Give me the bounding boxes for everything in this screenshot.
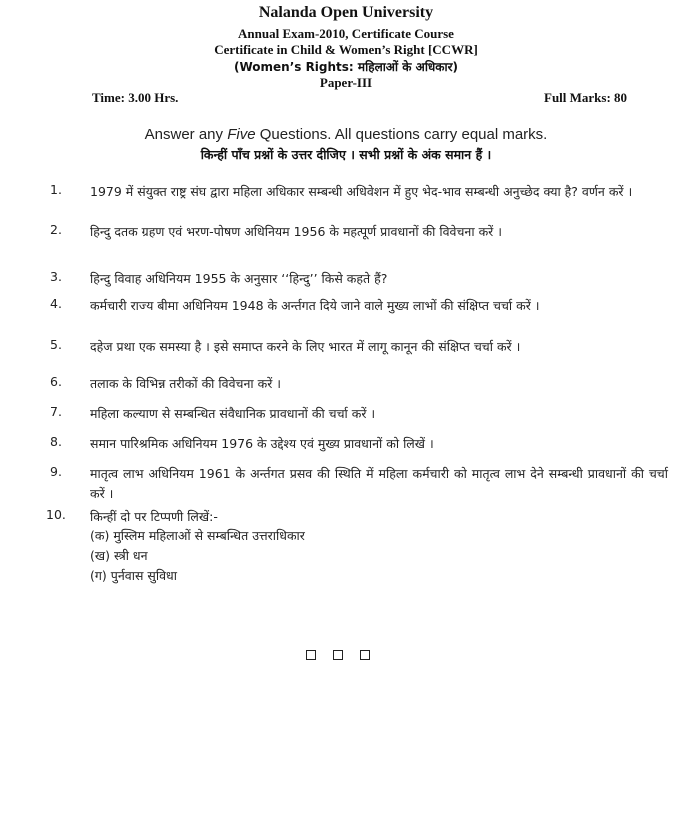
question-text: मातृत्व लाभ अधिनियम 1961 के अर्न्तगत प्रसव की स्थिति में महिला कर्मचारी को मातृत्व लाभ देने सम्बन्धी प्रावधानों की चर्चा करें । xyxy=(90,466,668,501)
question-text: किन्हीं दो पर टिप्पणी लिखें:- xyxy=(90,509,218,524)
question-text: समान पारिश्रमिक अधिनियम 1976 के उद्देश्य एवं मुख्य प्रावधानों को लिखें । xyxy=(90,436,434,451)
question-text: 1979 में संयुक्त राष्ट्र संघ द्वारा महिला अधिकार सम्बन्धी अधिवेशन में हुए भेद-भाव सम्बन्धी अनुच्छेद क्या है? वर्णन करें । xyxy=(90,184,633,199)
question-number: 4. xyxy=(50,296,62,311)
question-text: कर्मचारी राज्य बीमा अधिनियम 1948 के अर्न्तगत दिये जाने वाले मुख्य लाभों की संक्षिप्त चर्चा करें । xyxy=(90,298,540,313)
question-number: 2. xyxy=(50,222,62,237)
question-text: तलाक के विभिन्न तरीकों की विवेचना करें । xyxy=(90,376,282,391)
question-number: 10. xyxy=(46,507,66,522)
square-icon xyxy=(360,650,370,660)
sub-item-ka: (क) मुस्लिम महिलाओं से सम्बन्धित उत्तराधिकार xyxy=(90,528,305,543)
question-number: 1. xyxy=(50,182,62,197)
subject-title: (Women’s Rights: महिलाओं के अधिकार) xyxy=(233,60,459,74)
instr-en-before: Answer any xyxy=(144,126,228,143)
instr-en-italic: Five xyxy=(227,126,256,143)
sub-item-ga: (ग) पुर्नवास सुविधा xyxy=(90,568,177,583)
square-icon xyxy=(306,650,316,660)
instructions-english xyxy=(0,126,692,143)
full-marks-label: Full Marks: 80 xyxy=(544,90,628,105)
question-text: हिन्दु दतक ग्रहण एवं भरण-पोषण अधिनियम 1956 के महत्पूर्ण प्रावधानों की विवेचना करें । xyxy=(90,224,503,239)
instructions-hindi: किन्हीं पाँच प्रश्नों के उत्तर दीजिए । सभी प्रश्नों के अंक समान हैं । xyxy=(200,147,492,162)
university-title: Nalanda Open University xyxy=(258,4,434,21)
question-number: 3. xyxy=(50,269,62,284)
question-text: हिन्दु विवाह अधिनियम 1955 के अनुसार ‘‘हिन्दु’’ किसे कहते हैं? xyxy=(90,271,388,286)
paper-title: Paper-III xyxy=(319,75,373,90)
sub-item-kha: (ख) स्त्री धन xyxy=(90,548,148,563)
question-number: 9. xyxy=(50,464,62,479)
end-marks xyxy=(306,650,370,660)
question-text: दहेज प्रथा एक समस्या है । इसे समाप्त करने के लिए भारत में लागू कानून की संक्षिप्त चर्चा करें । xyxy=(90,339,521,354)
question-number: 6. xyxy=(50,374,62,389)
question-text: महिला कल्याण से सम्बन्धित संवैधानिक प्रावधानों की चर्चा करें । xyxy=(90,406,376,421)
question-number: 5. xyxy=(50,337,62,352)
exam-title: Annual Exam-2010, Certificate Course xyxy=(238,26,454,41)
course-title: Certificate in Child & Women’s Right [CCWR] xyxy=(214,42,478,57)
instr-en-after: Questions. All questions carry equal marks. xyxy=(255,126,548,143)
question-number: 7. xyxy=(50,404,62,419)
time-label: Time: 3.00 Hrs. xyxy=(92,90,179,105)
question-number: 8. xyxy=(50,434,62,449)
square-icon xyxy=(333,650,343,660)
